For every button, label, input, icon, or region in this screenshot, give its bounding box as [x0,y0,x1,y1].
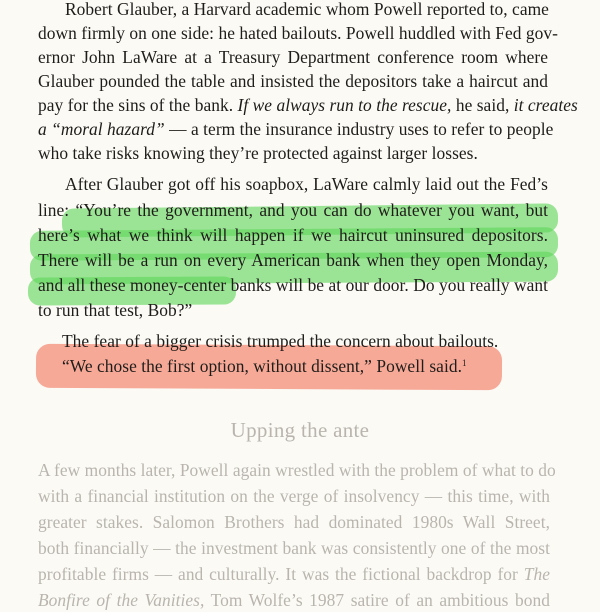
text-line: with a financial institution on the verge of insolvency — this time, with [38,486,550,506]
text-line: and all these money-center banks will be at our door. Do you really want [38,275,548,295]
section-heading: Upping the ante [230,418,370,442]
text-line: A few months later, Powell again wrestled with the problem of what to do [38,460,556,480]
text-line: here’s what we think will happen if we haircut uninsured depositors. [38,225,548,245]
footnote-marker: 1 [461,358,467,368]
text-line: a “moral hazard” — a term the insurance industry uses to refer to people [38,119,554,139]
text-line: pay for the sins of the bank. If we always run to the rescue, he said, it creates [38,95,578,115]
text-line: line: “You’re the government, and you can do whatever you want, but [38,200,548,220]
text-line: greater stakes. Salomon Brothers had dominated 1980s Wall Street, [38,512,550,532]
text-line: who take risks knowing they’re protected against larger losses. [38,143,478,163]
text-line: profitable firms — and culturally. It was the fictional backdrop for The [38,564,550,584]
text-line: “We chose the first option, without dissent,” Powell said.$^1$ [62,356,467,376]
text-line: Glauber pounded the table and insisted the depositors take a haircut and [38,71,548,91]
text-line: Bonfire of the Vanities, Tom Wolfe’s 1987 satire of an ambitious bond [38,590,550,610]
text-line: ernor John LaWare at a Treasury Department conference room where [38,47,548,67]
text-line: both financially — the investment bank was consistently one of the most [38,538,550,558]
text-line: The fear of a bigger crisis trumped the concern about bailouts. [62,331,499,351]
text-line: There will be a run on every American bank when they open Monday, [38,250,548,270]
text-line: to run that test, Bob?” [38,300,193,320]
text-line: After Glauber got off his soapbox, LaWare calmly laid out the Fed’s [65,174,548,194]
text-line: down firmly on one side: he hated bailouts. Powell huddled with Fed gov- [38,23,558,43]
text-line: Robert Glauber, a Harvard academic whom Powell reported to, came [65,0,549,19]
